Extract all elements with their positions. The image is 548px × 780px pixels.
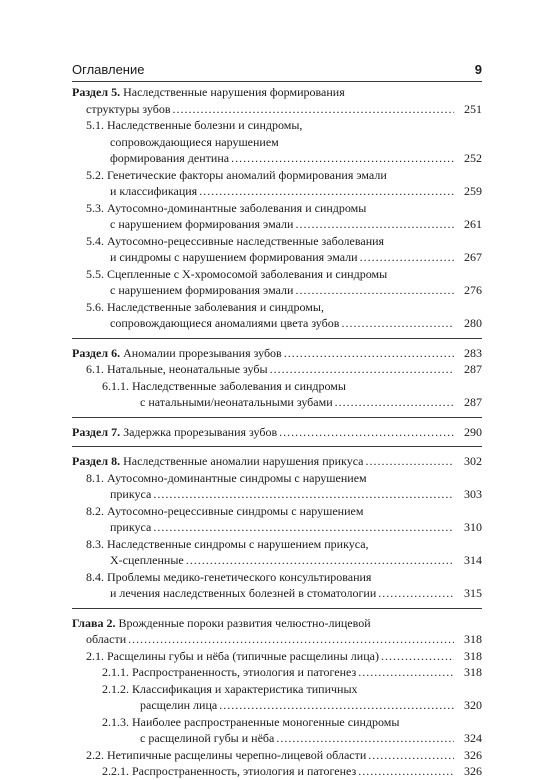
toc-entry-title: 6.1. Натальные, неонатальные зубы (86, 362, 268, 376)
toc-page-number: 261 (464, 217, 482, 231)
toc-entry-title: сопровождающиеся нарушением (110, 134, 279, 149)
toc-entry-title: Задержка прорезывания зубов (123, 424, 278, 439)
toc-leader-dots (358, 664, 454, 681)
toc-page-number: 303 (464, 487, 482, 501)
toc-entry[interactable] (72, 763, 482, 780)
toc-entry-label: Раздел 7. (72, 424, 121, 439)
toc-entry-title: прикуса (110, 487, 152, 501)
toc-page-number: 320 (464, 698, 482, 712)
toc-page-number: 290 (464, 424, 482, 439)
toc-leader-dots (360, 249, 454, 266)
toc-entry-title: 5.6. Наследственные заболевания и синдромы, (86, 299, 324, 314)
toc-leader-dots (270, 361, 454, 378)
toc-entry[interactable] (72, 424, 482, 441)
toc-entry-title: области (86, 632, 127, 646)
toc-page-number: 251 (464, 101, 482, 116)
toc-leader-dots (128, 631, 454, 648)
toc-entry-title: 2.2.1. Распространенность, этиология и патогенез (102, 764, 357, 778)
toc-page-number: 324 (464, 731, 482, 745)
toc-leader-dots (295, 282, 454, 299)
toc-leader-dots (341, 315, 454, 332)
toc-leader-dots (279, 424, 454, 441)
toc-entry[interactable] (72, 536, 482, 569)
toc-entry[interactable] (72, 117, 482, 167)
toc-entry-title: 5.3. Аутосомно-доминантные заболевания и синдромы (86, 200, 367, 215)
toc-leader-dots (276, 730, 454, 747)
toc-leader-dots (295, 216, 454, 233)
toc-entry-label: Раздел 5. (72, 85, 121, 99)
toc-entry[interactable] (72, 200, 482, 233)
toc-page-number: 310 (464, 520, 482, 534)
toc-entry-title: Х-сцепленные (110, 553, 184, 567)
toc-entry-title: с натальными/неонатальными зубами (140, 395, 333, 409)
toc-entry[interactable] (72, 378, 482, 411)
toc-entry-title: 6.1.1. Наследственные заболевания и синдромы (102, 378, 346, 393)
toc-page-number: 326 (464, 747, 482, 762)
toc-entry-title: сопровождающиеся аномалиями цвета зубов (110, 316, 340, 330)
toc-leader-dots (366, 453, 455, 470)
section-divider (72, 417, 482, 418)
toc-entry-title: 2.1.3. Наиболее распространенные моногенные синдромы (102, 714, 400, 729)
toc-leader-dots (284, 345, 454, 362)
toc-entry-title: и лечения наследственных болезней в стоматологии (110, 586, 377, 600)
toc-leader-dots (186, 552, 454, 569)
toc-entry-title: 8.3. Наследственные синдромы с нарушением прикуса, (86, 536, 369, 551)
section-divider (72, 338, 482, 339)
toc-entry-title: структуры зубов (86, 101, 171, 116)
toc-entry-title: Аномалии прорезывания зубов (123, 345, 282, 360)
toc-entry-title: 5.4. Аутосомно-рецессивные наследственные заболевания (86, 233, 385, 248)
toc-entry-title: 8.2. Аутосомно-рецессивные синдромы с нарушением (86, 503, 364, 518)
header-title: Оглавление (72, 62, 145, 77)
toc-entry-title: 8.1. Аутосомно-доминантные синдромы с нарушением (86, 470, 367, 485)
toc-page-number: 287 (464, 362, 482, 376)
toc-entry-title: 5.5. Сцепленные с Х-хромосомой заболевания и синдромы (86, 266, 388, 281)
toc-leader-dots (153, 519, 454, 536)
running-header (72, 62, 482, 77)
toc-entry[interactable] (72, 714, 482, 747)
toc-page-number: 259 (464, 184, 482, 198)
toc-leader-dots (199, 183, 454, 200)
toc-leader-dots (378, 585, 454, 602)
toc-entry-title: 2.2. Нетипичные расщелины черепно-лицевой области (86, 747, 367, 762)
toc-page-number: 276 (464, 283, 482, 297)
toc-entry[interactable] (72, 167, 482, 200)
header-page-number: 9 (474, 62, 482, 77)
toc-entry[interactable] (72, 569, 482, 602)
toc-entry[interactable] (72, 345, 482, 362)
toc-entry[interactable] (72, 615, 482, 648)
toc-entry-title: 5.2. Генетические факторы аномалий формирования эмали (86, 167, 387, 182)
toc-entry-title: и синдромы с нарушением формирования эмали (110, 250, 358, 264)
toc-entry[interactable] (72, 664, 482, 681)
toc-entry-title: формирования дентина (110, 151, 230, 165)
toc-entry[interactable] (72, 361, 482, 378)
toc-page-number: 318 (464, 665, 482, 679)
toc-leader-dots (335, 394, 454, 411)
toc-leader-dots (368, 747, 454, 764)
toc-leader-dots (381, 648, 454, 665)
toc-entry-title: 8.4. Проблемы медико-генетического консультирования (86, 569, 372, 584)
toc-entry-title: Наследственные нарушения формирования (123, 85, 345, 99)
toc-entry[interactable] (72, 453, 482, 470)
toc-entry[interactable] (72, 266, 482, 299)
header-rule (72, 81, 482, 82)
toc-page-number: 314 (464, 553, 482, 567)
table-of-contents (72, 84, 482, 780)
toc-entry[interactable] (72, 470, 482, 503)
toc-entry-title: с нарушением формирования эмали (110, 283, 294, 297)
toc-leader-dots (172, 101, 454, 118)
toc-entry[interactable] (72, 503, 482, 536)
toc-page-number: 302 (464, 454, 482, 468)
toc-entry-label: Раздел 6. (72, 345, 121, 360)
toc-page-number: 252 (464, 151, 482, 165)
toc-entry-title: 2.1. Расщелины губы и нёба (типичные расщелины лица) (86, 648, 379, 663)
toc-page-number: 280 (464, 316, 482, 330)
toc-entry-label: Раздел 8. (72, 454, 121, 468)
toc-entry-title: 2.1.2. Классификация и характеристика типичных (102, 681, 358, 696)
toc-entry-title: расщелин лица (140, 698, 218, 712)
toc-entry-title: прикуса (110, 520, 152, 534)
toc-entry[interactable] (72, 233, 482, 266)
toc-page-number: 318 (464, 648, 482, 663)
toc-entry-title: 5.1. Наследственные болезни и синдромы, (86, 118, 303, 132)
toc-page-number: 315 (464, 586, 482, 600)
toc-entry[interactable] (72, 84, 482, 117)
toc-entry-title: Врожденные пороки развития челюстно-лицевой (118, 615, 371, 630)
toc-page-number: 283 (464, 345, 482, 360)
toc-entry-title: с нарушением формирования эмали (110, 217, 294, 231)
toc-page-number: 318 (464, 632, 482, 646)
toc-entry-title: с расщелиной губы и нёба (140, 731, 275, 745)
toc-entry-title: и классификация (110, 184, 198, 198)
toc-leader-dots (153, 486, 454, 503)
toc-leader-dots (219, 697, 454, 714)
toc-page-number: 326 (464, 764, 482, 778)
toc-entry[interactable] (72, 299, 482, 332)
toc-page-number: 287 (464, 395, 482, 409)
toc-leader-dots (358, 763, 454, 780)
toc-entry-label: Глава 2. (72, 615, 116, 630)
section-divider (72, 446, 482, 447)
toc-entry[interactable] (72, 648, 482, 665)
toc-entry-title: Наследственные аномалии нарушения прикуса (123, 454, 364, 468)
toc-leader-dots (231, 150, 454, 167)
toc-entry[interactable] (72, 681, 482, 714)
section-divider (72, 608, 482, 609)
toc-page-number: 267 (464, 250, 482, 264)
toc-entry-title: 2.1.1. Распространенность, этиология и патогенез (102, 665, 357, 679)
toc-entry[interactable] (72, 747, 482, 764)
